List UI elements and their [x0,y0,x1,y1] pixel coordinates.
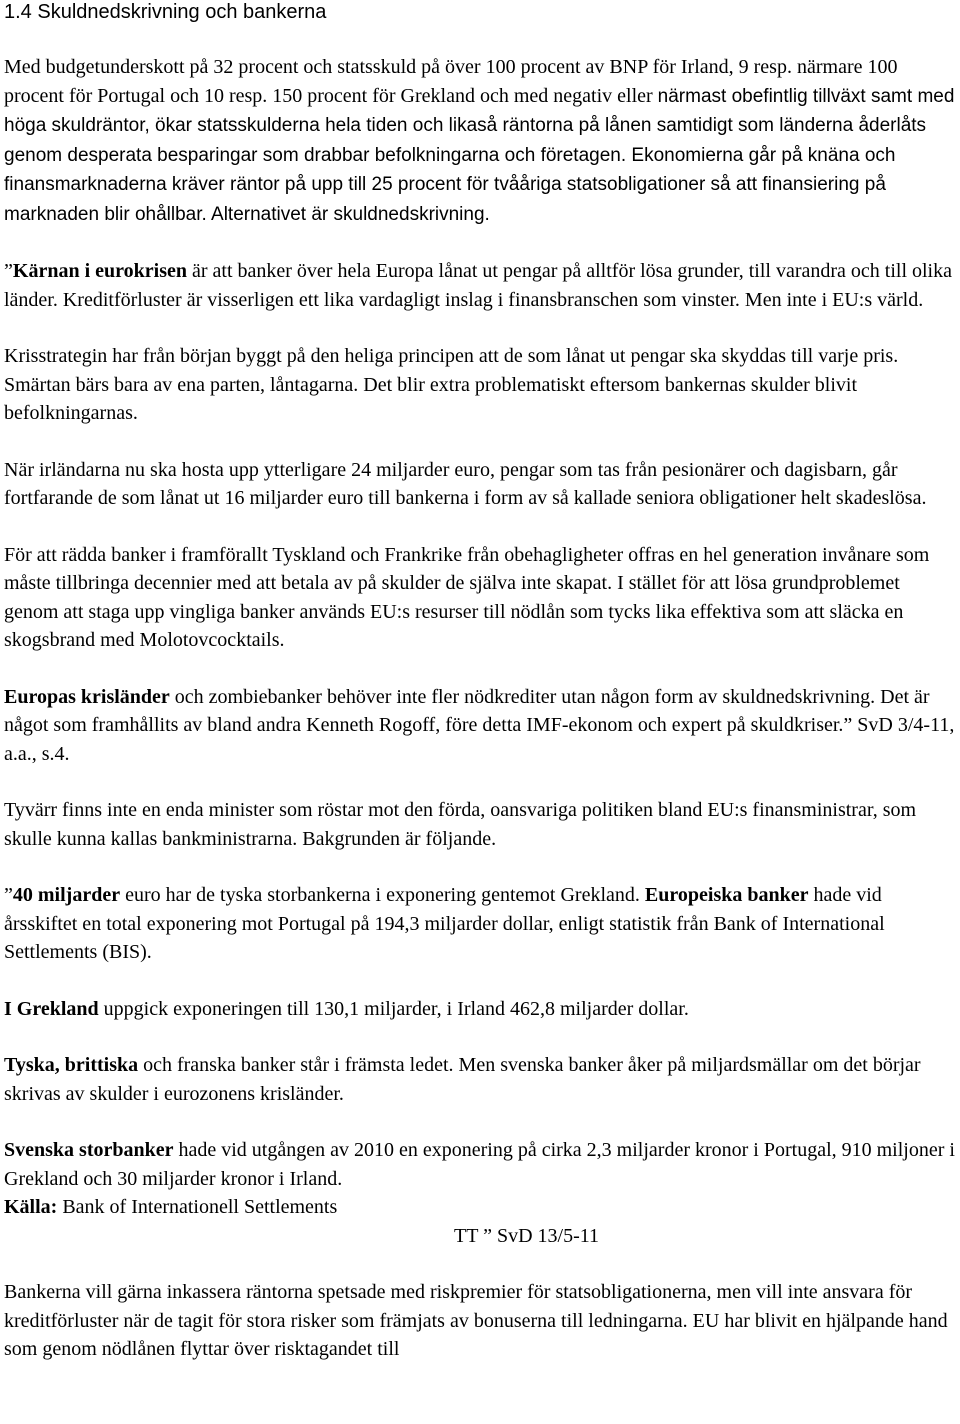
paragraph-10 [4,1051,956,1108]
paragraph-7: Tyvärr finns inte en enda minister som röstar mot den förda, oansvariga politiken bland EU:s finansministrar, som skulle kunna kallas bankministrarna. Bakgrunden är följande. [4,799,917,850]
quote-mark: ” [4,260,13,282]
paragraph-1-serif: Med budgetunderskott på 32 procent och statsskuld på över 100 procent av BNP för Irland, 9 resp. närmare 100 procent för Portugal och 10 resp. 150 procent för Grekland och med negativ eller [4,56,898,107]
paragraph-8 [4,881,956,967]
spacer [4,967,956,995]
paragraph-1-sans: närmast obefintlig tillväxt samt med höga skuldräntor, ökar statsskulderna hela tiden och likaså räntorna på lånen samtidigt som länderna åderlåts genom desperata besparingar som drabbar befolkningarna och företagen. Ekonomierna går på knäna och finansmarknaderna kräver räntor på upp till 25 procent för tvååriga statsobligationer så att finansiering på marknaden blir ohållbar. Alternativet är skuldnedskrivning. [4,85,955,225]
paragraph-11 [4,1136,956,1193]
source-label: Källa: [4,1196,58,1218]
paragraph-11-text: hade vid utgången av 2010 en exponering på cirka 2,3 miljarder kronor i Portugal, 910 miljoner i Grekland och 30 miljarder kronor i Irland. [4,1139,955,1190]
document-page [4,0,956,1364]
spacer [4,513,956,541]
paragraph-4: När irländarna nu ska hosta upp ytterligare 24 miljarder euro, pengar som tas från pesionärer och dagisbarn, går fortfarande de som lånat ut 16 miljarder euro till bankerna i form av så kallade seniora obligationer helt skadeslösa. [4,458,927,509]
source-line [4,1193,956,1222]
paragraph-9 [4,995,956,1024]
spacer [4,314,956,342]
paragraph-6-bold: Europas krisländer [4,685,170,708]
paragraph-10-bold: Tyska, brittiska [4,1054,139,1076]
spacer [4,655,956,683]
section-heading: 1.4 Skuldnedskrivning och bankerna [4,1,327,23]
paragraph-3: Krisstrategin har från början byggt på den heliga principen att de som lånat ut pengar ska skyddas till varje pris. Smärtan bärs bara av ena parten, låntagarna. Det blir extra problematiskt eftersom bankernas skulder blivit befolkningarnas. [4,345,899,424]
paragraph-6 [4,683,956,769]
paragraph-1 [4,53,956,229]
spacer [4,1250,956,1278]
paragraph-12: Bankerna vill gärna inkassera räntorna spetsade med riskpremier för statsobligationerna, men vill inte ansvara för kreditförluster när de tagit för stora risker som främjats av bonuserna till ledningarna. EU har blivit en hjälpande hand som genom nödlånen flyttar över risktagandet till [4,1281,948,1360]
spacer [4,1108,956,1136]
paragraph-11-bold: Svenska storbanker [4,1139,174,1161]
paragraph-2 [4,257,956,314]
paragraph-9-bold: I Grekland [4,997,99,1020]
paragraph-5: För att rädda banker i framförallt Tyskland och Frankrike från obehagligheter offras en hel generation invånare som måste tillbringa decennier med att betala av på skulder de själva inte skapat. I stället för att lösa grundproblemet genom att staga upp vingliga banker används EU:s resurser till nödlån som tycks lika effektiva som att släcka en skogsbrand med Molotovcocktails. [4,543,930,651]
paragraph-10-text: och franska banker står i främsta ledet. Men svenska banker åker på miljardsmällar om det börjar skrivas av skulder i eurozonens krisländer. [4,1054,921,1105]
spacer [4,229,956,257]
source-text: Bank of Internationell Settlements [57,1196,338,1218]
paragraph-8-bold-1: 40 miljarder [12,884,121,906]
spacer [4,768,956,796]
paragraph-6-text: och zombiebanker behöver inte fler nödkrediter utan någon form av skuldnedskrivning. Det är något som framhållits av bland andra Kenneth Rogoff, före detta IMF-ekonom och expert på skuldkriser.” SvD 3/4-11, a.a., s.4. [4,685,955,765]
spacer [4,1023,956,1051]
spacer [4,428,956,456]
quote-mark: ” [4,884,13,906]
paragraph-2-text: är att banker över hela Europa lånat ut pengar på alltför lösa grunder, till varandra och till olika länder. Kreditförluster är visserligen ett lika vardagligt inslag i finansbranschen som vinster. Men inte i EU:s värld. [4,260,952,311]
paragraph-9-text: uppgick exponeringen till 130,1 miljarder, i Irland 462,8 miljarder dollar. [98,997,689,1020]
paragraph-2-bold: Kärnan i eurokrisen [12,260,187,282]
paragraph-8-bold-2: Europeiska banker [644,884,809,906]
spacer [4,853,956,881]
citation: TT ” SvD 13/5-11 [454,1224,599,1247]
paragraph-8-text-1: euro har de tyska storbankerna i exponering gentemot Grekland. [120,884,645,906]
paragraph-8-text-2: hade vid årsskiftet en total exponering mot Portugal på 194,3 miljarder dollar, enligt statistik från Bank of International Settlements (BIS). [4,884,885,963]
spacer [4,24,956,53]
